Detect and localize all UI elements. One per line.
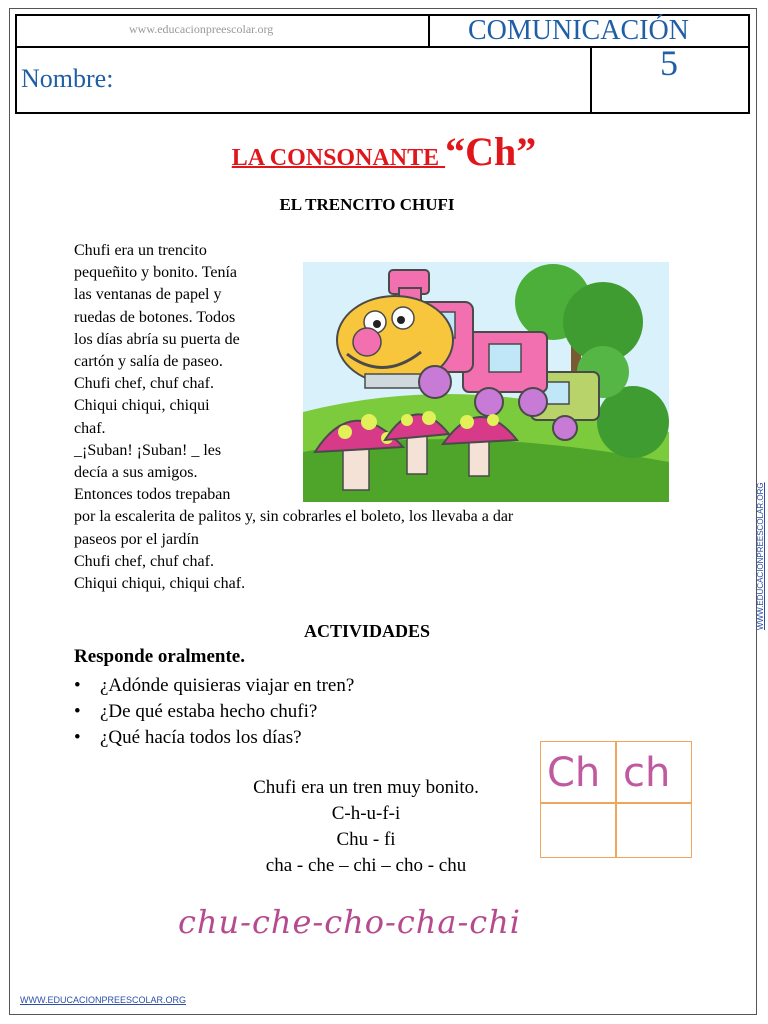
story-line: por la escalerita de palitos y, sin cobrarles el boleto, los llevaba a dar [74,508,514,526]
website-text: www.educacionpreescolar.org [129,22,274,36]
letter-grid [540,741,692,858]
page-title [0,128,768,175]
story-line: Chiqui chiqui, chiqui chaf. [74,575,246,593]
train-illustration [303,262,669,502]
subject-text: COMUNICACIÓN [468,15,689,46]
list-item: • ¿Adónde quisieras viajar en tren? [74,673,354,699]
list-item: • ¿Qué hacía todos los días? [74,725,354,751]
name-label: Nombre: [21,64,114,93]
name-cell [17,48,592,112]
grid-letter-upper: Ch [547,750,601,796]
story-line: chaf. [74,419,106,437]
story-line: Entonces todos trepaban [74,486,231,504]
story-line: ruedas de botones. Todos [74,308,236,326]
story-line: Chufi era un trencito [74,242,207,259]
story-title: EL TRENCITO CHUFI [279,195,455,214]
side-url[interactable] [743,455,765,635]
practice-line: C-h-u-f-i [331,803,401,824]
subject-cell [430,16,748,48]
number-cell [592,43,748,112]
story-line: _¡Suban! ¡Suban! _ les [74,441,222,459]
practice-line: Chu - fi [336,829,396,850]
list-item: • ¿De qué estaba hecho chufi? [74,699,354,725]
title-part1: LA CONSONANTE [231,145,446,171]
story-line: pequeñito y bonito. Tenía [74,264,237,282]
story-line: las ventanas de papel y [74,286,222,304]
website-cell [17,16,430,48]
story-line: Chiqui chiqui, chiqui [74,397,210,415]
story-line: paseos por el jardín [74,530,199,548]
side-url-link[interactable]: WWW.EDUCACIONPREESCOLAR.ORG [756,482,765,630]
grid-letter-lower: ch [623,750,671,796]
cursive-syllables: chu-che-cho-cha-chi [178,903,522,941]
story-line: los días abría su puerta de [74,330,240,348]
story-line: decía a sus amigos. [74,464,198,482]
activities-title: ACTIVIDADES [303,621,431,641]
practice-lines [166,775,566,879]
grid-divider [541,802,691,804]
grid-divider [615,742,617,857]
story-line: Chufi chef, chuf chaf. [74,552,214,570]
title-part2: “Ch” [445,129,537,174]
practice-line: cha - che – chi – cho - chu [265,855,467,876]
worksheet-number: 5 [660,43,678,83]
bottom-url-link[interactable]: WWW.EDUCACIONPREESCOLAR.ORG [20,995,187,1005]
questions-list [74,673,354,751]
activities-subtitle: Responde oralmente. [74,646,245,667]
practice-line: Chufi era un tren muy bonito. [253,777,479,798]
story-line: cartón y salía de paseo. [74,353,223,371]
header-table [15,14,750,114]
story-line: Chufi chef, chuf chaf. [74,375,214,393]
